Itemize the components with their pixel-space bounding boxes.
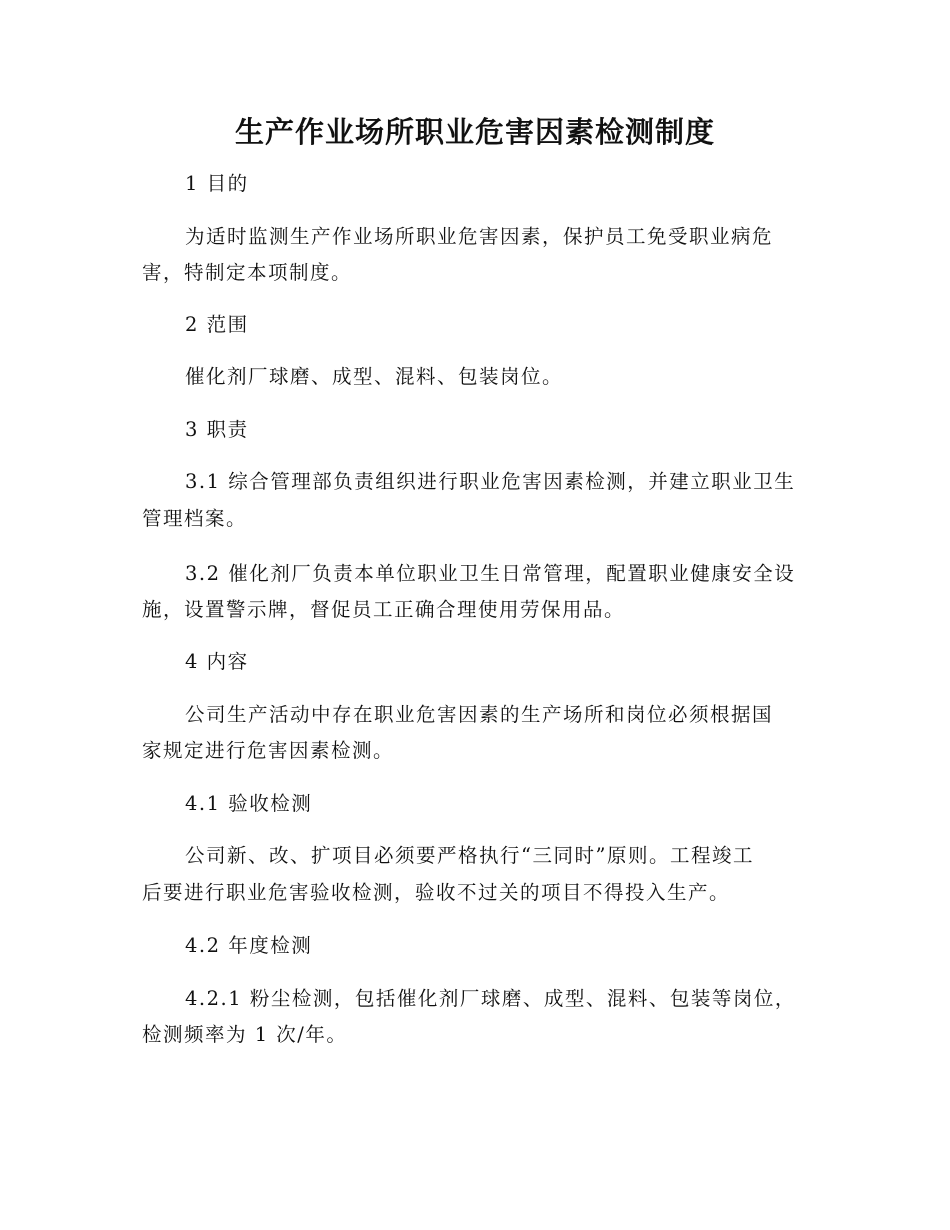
paragraph-line: 4.2.1 粉尘检测，包括催化剂厂球磨、成型、混料、包装等岗位， xyxy=(185,987,796,1010)
document-title: 生产作业场所职业危害因素检测制度 xyxy=(234,115,715,149)
paragraph-line: 3.2 催化剂厂负责本单位职业卫生日常管理，配置职业健康安全设 xyxy=(185,562,796,585)
paragraph-line: 害，特制定本项制度。 xyxy=(142,261,353,284)
paragraph-line: 管理档案。 xyxy=(142,507,248,530)
heading-content: 4 内容 xyxy=(185,650,249,673)
paragraph-line: 后要进行职业危害验收检测，验收不过关的项目不得投入生产。 xyxy=(142,881,731,904)
heading-annual-inspection: 4.2 年度检测 xyxy=(185,934,313,957)
paragraph-line: 公司生产活动中存在职业危害因素的生产场所和岗位必须根据国 xyxy=(185,703,774,726)
paragraph-line: 家规定进行危害因素检测。 xyxy=(142,739,395,762)
paragraph-line: 施，设置警示牌，督促员工正确合理使用劳保用品。 xyxy=(142,598,626,621)
paragraph-line: 公司新、改、扩项目必须要严格执行“三同时”原则。工程竣工 xyxy=(185,844,754,867)
paragraph-line: 3.1 综合管理部负责组织进行职业危害因素检测，并建立职业卫生 xyxy=(185,470,796,493)
heading-scope: 2 范围 xyxy=(185,313,249,336)
heading-responsibilities: 3 职责 xyxy=(185,418,249,441)
paragraph-line: 检测频率为 1 次/年。 xyxy=(142,1023,348,1046)
heading-acceptance-inspection: 4.1 验收检测 xyxy=(185,792,313,815)
paragraph-line: 催化剂厂球磨、成型、混料、包装岗位。 xyxy=(185,365,564,388)
paragraph-line: 为适时监测生产作业场所职业危害因素，保护员工免受职业病危 xyxy=(185,225,774,248)
heading-purpose: 1 目的 xyxy=(185,172,249,195)
